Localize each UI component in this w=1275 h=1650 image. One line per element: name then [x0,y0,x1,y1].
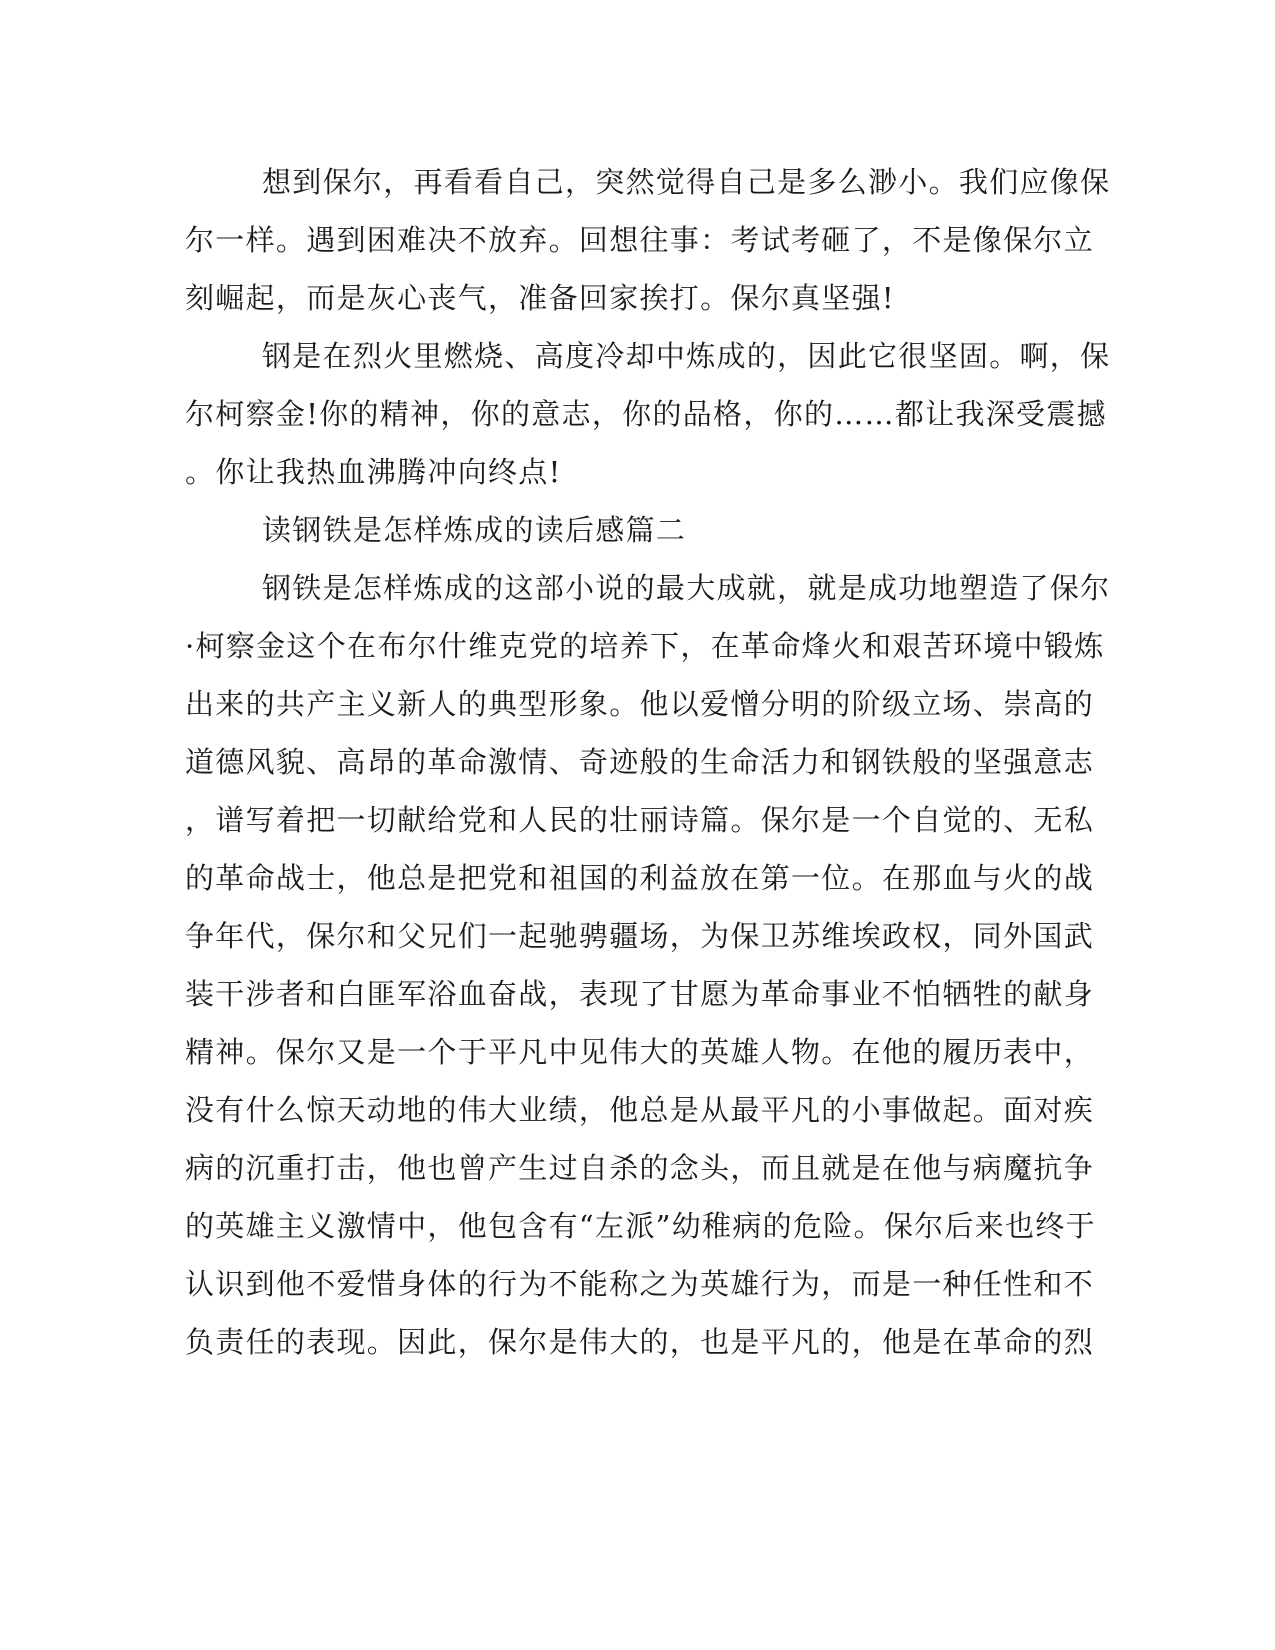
paragraph-4-line-13: 认识到他不爱惜身体的行为不能称之为英雄行为，而是一种任性和不 [185,1267,1095,1301]
paragraph-2-line-2: 尔柯察金!你的精神，你的意志，你的品格，你的……都让我深受震撼 [185,397,1107,431]
paragraph-4-line-9: 精神。保尔又是一个于平凡中见伟大的英雄人物。在他的履历表中， [185,1035,1095,1069]
paragraph-1-line-2: 尔一样。遇到困难决不放弃。回想往事：考试考砸了，不是像保尔立 [185,223,1095,257]
section-heading: 读钢铁是怎样炼成的读后感篇二 [262,513,687,547]
paragraph-4-line-10: 没有什么惊天动地的伟大业绩，他总是从最平凡的小事做起。面对疾 [185,1093,1095,1127]
paragraph-4-line-8: 装干涉者和白匪军浴血奋战，表现了甘愿为革命事业不怕牺牲的献身 [185,977,1095,1011]
paragraph-2-line-3: 。你让我热血沸腾冲向终点! [185,455,562,489]
paragraph-4-line-1: 钢铁是怎样炼成的这部小说的最大成就，就是成功地塑造了保尔 [262,571,1111,605]
paragraph-4-line-11: 病的沉重打击，他也曾产生过自杀的念头，而且就是在他与病魔抗争 [185,1151,1095,1185]
paragraph-1-line-1: 想到保尔，再看看自己，突然觉得自己是多么渺小。我们应像保 [262,165,1111,199]
paragraph-4-line-7: 争年代，保尔和父兄们一起驰骋疆场，为保卫苏维埃政权，同外国武 [185,919,1095,953]
paragraph-4-line-5: ，谱写着把一切献给党和人民的壮丽诗篇。保尔是一个自觉的、无私 [185,803,1095,837]
paragraph-4-line-4: 道德风貌、高昂的革命激情、奇迹般的生命活力和钢铁般的坚强意志 [185,745,1095,779]
paragraph-4-line-14: 负责任的表现。因此，保尔是伟大的，也是平凡的，他是在革命的烈 [185,1325,1095,1359]
paragraph-4-line-2: ·柯察金这个在布尔什维克党的培养下，在革命烽火和艰苦环境中锻炼 [185,629,1105,663]
paragraph-4-line-12: 的英雄主义激情中，他包含有“左派”幼稚病的危险。保尔后来也终于 [185,1209,1096,1243]
paragraph-4-line-3: 出来的共产主义新人的典型形象。他以爱憎分明的阶级立场、崇高的 [185,687,1095,721]
paragraph-4-line-6: 的革命战士，他总是把党和祖国的利益放在第一位。在那血与火的战 [185,861,1095,895]
paragraph-1-line-3: 刻崛起，而是灰心丧气，准备回家挨打。保尔真坚强! [185,281,895,315]
paragraph-2-line-1: 钢是在烈火里燃烧、高度冷却中炼成的，因此它很坚固。啊，保 [262,339,1111,373]
